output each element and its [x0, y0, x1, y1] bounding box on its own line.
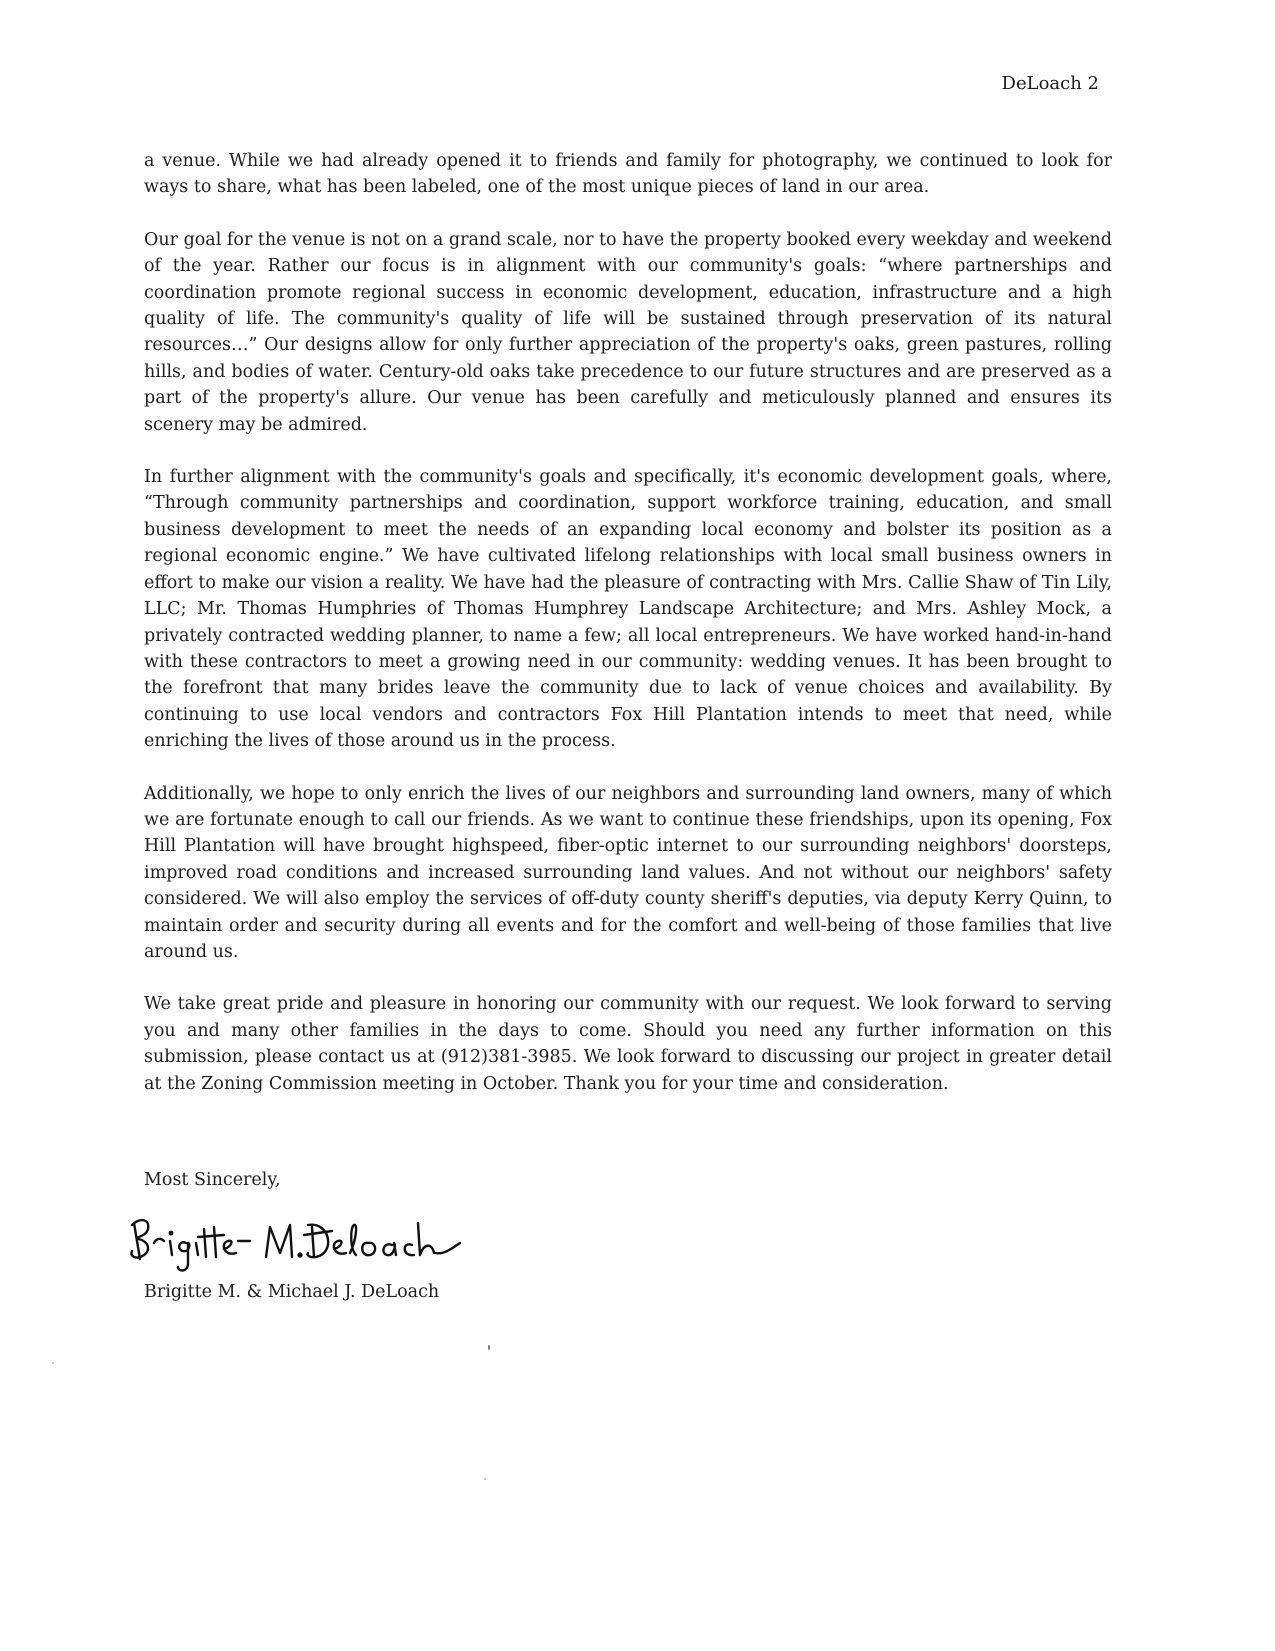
handwritten-signature	[120, 1195, 500, 1275]
signer-name: Brigitte M. & Michael J. DeLoach	[144, 1282, 440, 1302]
page-header: DeLoach 2	[1001, 73, 1099, 94]
paragraph-2: Our goal for the venue is not on a grand scale, nor to have the property booked every weekday and weekend of the year. Rather our focus is in alignment with our community's goals: “where partnerships and coordination promote regional success in economic development, education, infrastructure and a high quality of life. The community's quality of life will be sustained through preservation of its natural resources…” Our designs allow for only further appreciation of the property's oaks, green pastures, rolling hills, and bodies of water. Century-old oaks take precedence to our future structures and are preserved as a part of the property's allure. Our venue has been carefully and meticulously planned and ensures its scenery may be admired.	[144, 229, 1112, 435]
paragraph-5: We take great pride and pleasure in honoring our community with our request. We look forward to serving you and many other families in the days to come. Should you need any further information on this submission, please contact us at (912)381-3985. We look forward to discussing our project in greater detail at the Zoning Commission meeting in October. Thank you for your time and consideration.	[144, 994, 1112, 1094]
scan-speck	[484, 1478, 486, 1480]
paragraph-1: a venue. While we had already opened it to friends and family for photography, we continued to look for ways to share, what has been labeled, one of the most unique pieces of land in our area.	[144, 151, 1112, 198]
scan-speck	[488, 1345, 490, 1350]
scan-speck	[52, 1362, 54, 1364]
paragraph-3: In further alignment with the community's goals and specifically, it's economic development goals, where, “Through community partnerships and coordination, support workforce training, education, and small business development to meet the needs of an expanding local economy and bolster its position as a regional economic engine.” We have cultivated lifelong relationships with local small business owners in effort to make our vision a reality. We have had the pleasure of contracting with Mrs. Callie Shaw of Tin Lily, LLC; Mr. Thomas Humphries of Thomas Humphrey Landscape Architecture; and Mrs. Ashley Mock, a privately contracted wedding planner, to name a few; all local entrepreneurs. We have worked hand-in-hand with these contractors to meet a growing need in our community: wedding venues. It has been brought to the forefront that many brides leave the community due to lack of venue choices and availability. By continuing to use local vendors and contractors Fox Hill Plantation intends to meet that need, while enriching the lives of those around us in the process.	[144, 467, 1112, 752]
paragraph-4: Additionally, we hope to only enrich the lives of our neighbors and surrounding land owners, many of which we are fortunate enough to call our friends. As we want to continue these friendships, upon its opening, Fox Hill Plantation will have brought highspeed, fiber-optic internet to our surrounding neighbors' doorsteps, improved road conditions and increased surrounding land values. And not without our neighbors' safety considered. We will also employ the services of off-duty county sheriff's deputies, via deputy Kerry Quinn, to maintain order and security during all events and for the comfort and well-being of those families that live around us.	[144, 783, 1112, 962]
letter-body	[144, 148, 1112, 1123]
closing-salutation: Most Sincerely,	[144, 1170, 281, 1190]
